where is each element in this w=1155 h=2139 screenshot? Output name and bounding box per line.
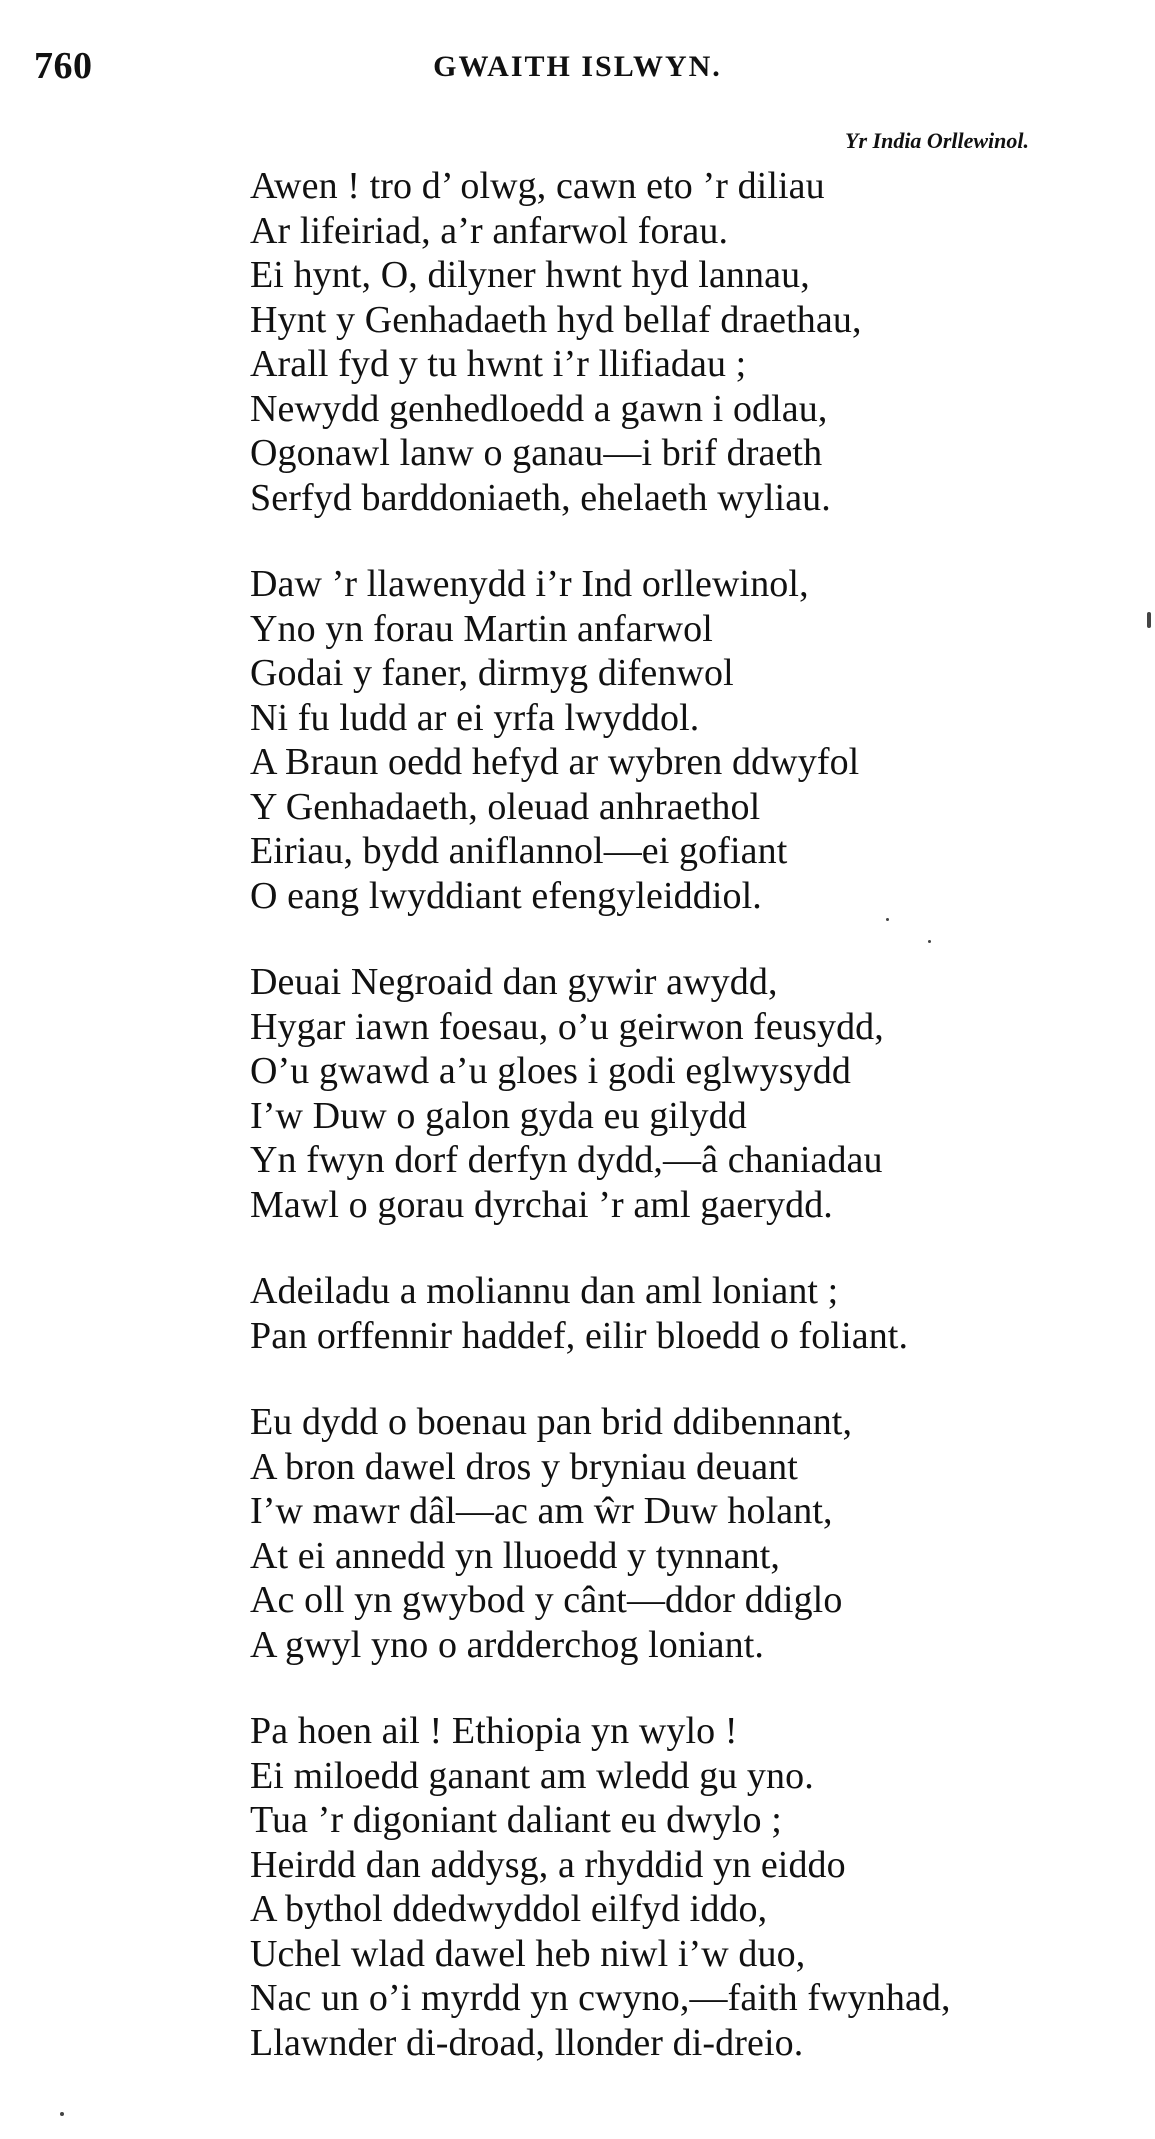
poem-line: I’w mawr dâl—ac am ŵr Duw holant,: [250, 1490, 833, 1532]
scan-speck: [1147, 612, 1151, 628]
poem-line: O’u gwawd a’u gloes i godi eglwysydd: [250, 1050, 851, 1092]
stanza-2: [250, 562, 1130, 918]
poem-line: Ni fu ludd ar ei yrfa lwyddol.: [250, 696, 700, 739]
stanza-3: [250, 960, 1130, 1227]
poem-line: Llawnder di-droad, llonder di-dreio.: [250, 2021, 804, 2064]
poem-line: Y Genhadaeth, oleuad anhraethol: [250, 785, 761, 828]
poem-line: Eu dydd o boenau pan brid ddibennant,: [250, 1401, 853, 1443]
poem-line: Heirdd dan addysg, a rhyddid yn eiddo: [250, 1843, 846, 1886]
poem-line: Ar lifeiriad, a’r anfarwol forau.: [250, 209, 729, 252]
poem-line: Ei miloedd ganant am wledd gu yno.: [250, 1754, 814, 1797]
stanza-5: [250, 1400, 1130, 1667]
poem-line: At ei annedd yn lluoedd y tynnant,: [250, 1534, 781, 1577]
poem-line: Pa hoen ail ! Ethiopia yn wylo !: [250, 1710, 738, 1752]
poem-line: O eang lwyddiant efengyleiddiol.: [250, 874, 762, 917]
running-title: GWAITH ISLWYN.: [433, 50, 722, 83]
poem-line: Deuai Negroaid dan gywir awydd,: [250, 961, 778, 1003]
poem-line: Ogonawl lanw o ganau—i brif draeth: [250, 432, 823, 474]
scan-speck: [928, 940, 931, 943]
poem-line: A bythol ddedwyddol eilfyd iddo,: [250, 1888, 768, 1930]
poem-line: Serfyd barddoniaeth, ehelaeth wyliau.: [250, 476, 831, 519]
poem-line: Awen ! tro d’ olwg, cawn eto ’r diliau: [250, 165, 825, 207]
poem-line: Ac oll yn gwybod y cânt—ddor ddiglo: [250, 1579, 843, 1621]
poem-line: I’w Duw o galon gyda eu gilydd: [250, 1094, 747, 1137]
poem-line: Eiriau, bydd aniflannol—ei gofiant: [250, 830, 788, 872]
poem: [250, 164, 1130, 2065]
poem-line: A gwyl yno o ardderchog loniant.: [250, 1623, 764, 1666]
poem-line: Nac un o’i myrdd yn cwyno,—faith fwynhad,: [250, 1977, 951, 2019]
scan-speck: [886, 918, 889, 921]
poem-line: Ei hynt, O, dilyner hwnt hyd lannau,: [250, 254, 810, 296]
poem-line: Arall fyd y tu hwnt i’r llifiadau ;: [250, 343, 747, 385]
poem-line: Hygar iawn foesau, o’u geirwon feusydd,: [250, 1005, 884, 1048]
section-note: Yr India Orllewinol.: [845, 128, 1029, 153]
poem-line: Newydd genhedloedd a gawn i odlau,: [250, 387, 828, 430]
poem-line: Uchel wlad dawel heb niwl i’w duo,: [250, 1932, 806, 1975]
poem-line: A bron dawel dros y bryniau deuant: [250, 1445, 798, 1488]
poem-line: Tua ’r digoniant daliant eu dwylo ;: [250, 1799, 782, 1841]
stanza-1: [250, 164, 1130, 520]
poem-line: Yno yn forau Martin anfarwol: [250, 607, 713, 650]
poem-line: Yn fwyn dorf derfyn dydd,—â chaniadau: [250, 1139, 883, 1181]
page-number: 760: [34, 45, 93, 87]
scan-speck: [60, 2112, 64, 2116]
poem-line: Mawl o gorau dyrchai ’r aml gaerydd.: [250, 1183, 833, 1226]
stanza-6: [250, 1709, 1130, 2065]
poem-line: A Braun oedd hefyd ar wybren ddwyfol: [250, 741, 860, 783]
poem-line: Daw ’r llawenydd i’r Ind orllewinol,: [250, 563, 809, 605]
poem-line: Pan orffennir haddef, eilir bloedd o foliant.: [250, 1314, 909, 1357]
stanza-4: [250, 1269, 1130, 1358]
poem-line: Godai y faner, dirmyg difenwol: [250, 652, 734, 694]
poem-line: Adeiladu a moliannu dan aml loniant ;: [250, 1270, 839, 1312]
poem-line: Hynt y Genhadaeth hyd bellaf draethau,: [250, 298, 862, 341]
